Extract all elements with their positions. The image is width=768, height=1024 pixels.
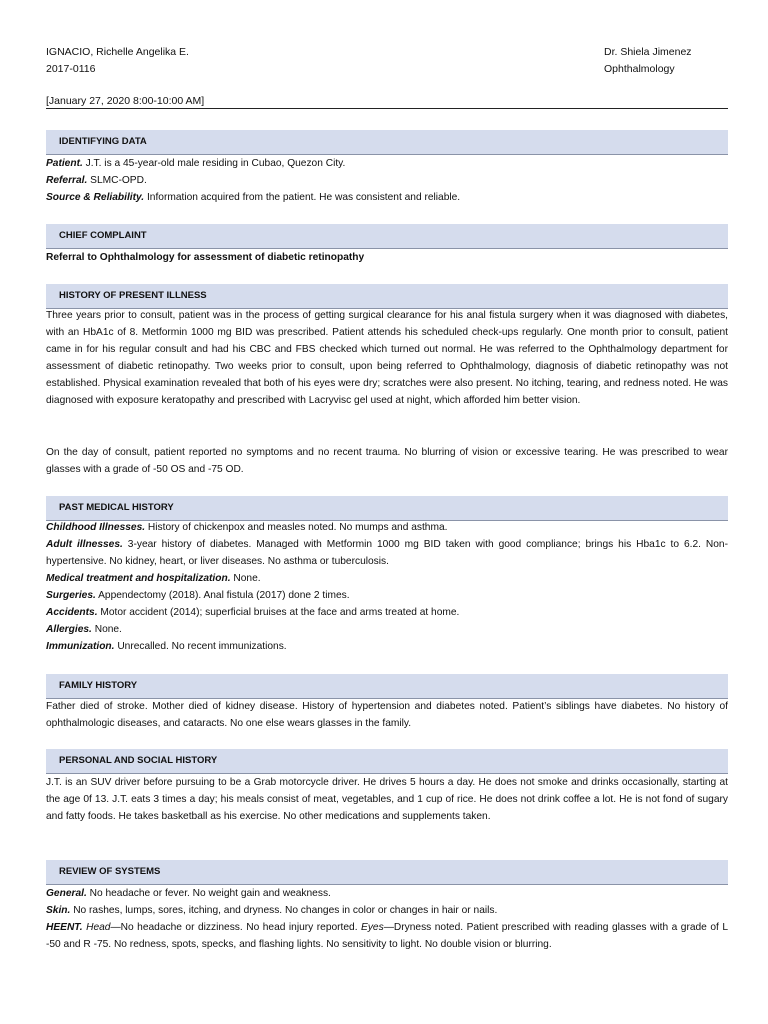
pmh-item	[46, 519, 728, 536]
ros-general	[46, 885, 728, 902]
pmh-label: Immunization.	[46, 641, 115, 652]
pmh-text: History of chickenpox and measles noted. No mumps and asthma.	[145, 522, 448, 533]
identifying-data-content	[46, 155, 728, 206]
doctor-name: Dr. Shiela Jimenez	[604, 46, 692, 58]
referral-label: Referral.	[46, 175, 88, 186]
pmh-text: Motor accident (2014); superficial bruises at the face and arms treated at home.	[97, 607, 460, 618]
pmh-label: Medical treatment and hospitalization.	[46, 573, 231, 584]
pmh-content	[46, 519, 728, 655]
student-name: IGNACIO, Richelle Angelika E.	[46, 46, 189, 58]
patient-line	[46, 155, 728, 172]
ros-heent	[46, 919, 728, 953]
pmh-label: Adult illnesses.	[46, 539, 123, 550]
pmh-label: Childhood Illnesses.	[46, 522, 146, 533]
family-history-text: Father died of stroke. Mother died of kidney disease. History of hypertension and diabetes noted. Patient’s siblings have diabetes. No history of ophthalmologic diseases, and cataracts. No one else wears glasses in the family.	[46, 701, 728, 729]
source-label: Source & Reliability.	[46, 192, 145, 203]
pmh-label: Allergies.	[46, 624, 92, 635]
patient-label: Patient.	[46, 158, 83, 169]
ros-content	[46, 885, 728, 953]
pmh-item	[46, 536, 728, 570]
social-history-text: J.T. is an SUV driver before pursuing to be a Grab motorcycle driver. He drives 5 hours a day. He does not smoke and drinks occasionally, starting at the age 0f 13. J.T. eats 3 times a day; his meals consist of meat, vegetables, and 1 cup of rice. He does not drink coffee a lot. He is not fond of sugary and fatty foods. He takes basketball as his exercise. No other medications and supplements taken.	[46, 777, 728, 822]
ros-text: —Dryness noted. Patient prescribed with reading glasses with a grade of L -50 and R -75. No redness, spots, specks, and flashing lights. No sensitivity to light. No double vision or blurring.	[46, 922, 729, 950]
ros-heading: REVIEW OF SYSTEMS	[46, 860, 728, 885]
family-history-heading: FAMILY HISTORY	[46, 674, 728, 699]
pmh-heading: PAST MEDICAL HISTORY	[46, 496, 728, 521]
hpi-paragraph-2: On the day of consult, patient reported no symptoms and no recent trauma. No blurring of vision or excessive tearing. He was prescribed to wear glasses with a grade of -50 OS and -75 OD.	[46, 447, 728, 475]
consult-date: [January 27, 2020 8:00-10:00 AM]	[46, 95, 728, 109]
pmh-text: 3-year history of diabetes. Managed with Metformin 1000 mg BID taken with good compliance; brings his Hba1c to 6.2. Non-hypertensive. No kidney, heart, or liver diseases. No asthma or tuberculosis.	[46, 539, 728, 567]
ros-text: No headache or fever. No weight gain and weakness.	[86, 888, 331, 899]
pmh-item	[46, 604, 728, 621]
student-info	[46, 44, 189, 78]
pmh-label: Surgeries.	[46, 590, 96, 601]
pmh-label: Accidents.	[46, 607, 98, 618]
ros-label: General.	[46, 888, 87, 899]
ros-skin	[46, 902, 728, 919]
identifying-data-heading: IDENTIFYING DATA	[46, 130, 728, 155]
student-id: 2017-0116	[46, 63, 96, 75]
hpi-heading: HISTORY OF PRESENT ILLNESS	[46, 284, 728, 309]
pmh-item	[46, 638, 728, 655]
pmh-text: None.	[91, 624, 122, 635]
pmh-item	[46, 587, 728, 604]
ros-text: —No headache or dizziness. No head injury reported.	[110, 922, 362, 933]
hpi-paragraph-1: Three years prior to consult, patient was in the process of getting surgical clearance for his anal fistula surgery when it was diagnosed with diabetes, with an HbA1c of 8. Metformin 1000 mg BID was prescribed. Patient attends his scheduled check-ups regularly. One month prior to consult, patient came in for his regular consult and had his CBC and FBS checked which turned out normal. He was referred to the Ophthalmology department for assessment of diabetic retinopathy. Two weeks prior to consult, upon being referred to Ophthalmology, diagnosis of diabetic retinopathy was not established. Physical examination revealed that both of his eyes were dry; scratches were also present. No itching, tearing, and redness noted. He was diagnosed with exposure keratopathy and prescribed with Lacryvisc gel used at night, which afforded him better vision.	[46, 310, 728, 406]
ros-sublabel: Eyes	[361, 922, 384, 933]
department: Ophthalmology	[604, 63, 675, 75]
chief-complaint-heading: CHIEF COMPLAINT	[46, 224, 728, 249]
ros-label: Skin.	[46, 905, 71, 916]
pmh-text: Appendectomy (2018). Anal fistula (2017) done 2 times.	[95, 590, 350, 601]
doctor-info	[604, 44, 692, 78]
chief-complaint-text: Referral to Ophthalmology for assessment of diabetic retinopathy	[46, 252, 365, 263]
source-line	[46, 189, 728, 206]
referral-text: SLMC-OPD.	[87, 175, 147, 186]
ros-label: HEENT.	[46, 922, 83, 933]
pmh-text: Unrecalled. No recent immunizations.	[114, 641, 287, 652]
social-history-heading: PERSONAL AND SOCIAL HISTORY	[46, 749, 728, 774]
pmh-text: None.	[230, 573, 261, 584]
pmh-item	[46, 570, 728, 587]
source-text: Information acquired from the patient. He was consistent and reliable.	[144, 192, 461, 203]
patient-text: J.T. is a 45-year-old male residing in Cubao, Quezon City.	[82, 158, 346, 169]
ros-sublabel: Head	[82, 922, 111, 933]
pmh-item	[46, 621, 728, 638]
referral-line	[46, 172, 728, 189]
ros-text: No rashes, lumps, sores, itching, and dryness. No changes in color or changes in hair or nails.	[70, 905, 498, 916]
